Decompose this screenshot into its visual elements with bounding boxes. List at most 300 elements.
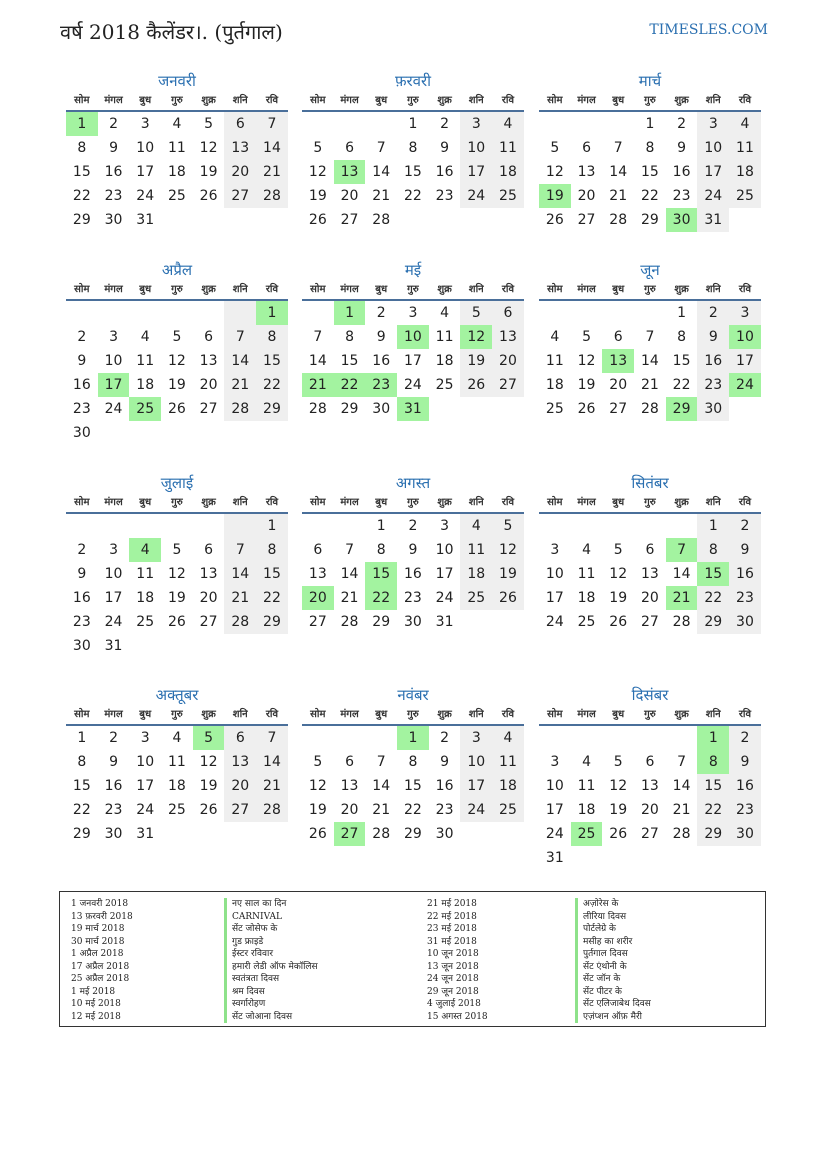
day-cell: 15 <box>340 353 359 369</box>
legend-names-right <box>575 898 765 1023</box>
day-cell: 28 <box>640 401 659 417</box>
day-cell: 23 <box>729 798 761 822</box>
empty-cell <box>634 726 666 750</box>
empty-cell <box>634 301 666 325</box>
day-cell: 18 <box>545 377 564 393</box>
day-cell: 5 <box>613 542 623 558</box>
weekday-label: सोम <box>74 284 90 295</box>
day-cell: 28 <box>372 826 391 842</box>
day-cell: 27 <box>609 401 628 417</box>
weekday-label: बुध <box>139 95 152 106</box>
weekday-label: रवि <box>501 284 515 295</box>
day-cell: 14 <box>224 562 256 586</box>
day-cell: 30 <box>104 212 123 228</box>
day-cell: 16 <box>729 774 761 798</box>
empty-cell <box>193 208 225 232</box>
day-cell: 1 <box>645 116 655 132</box>
month-block <box>66 684 288 846</box>
day-cell: 27 <box>340 212 359 228</box>
weekday-label: सोम <box>310 95 326 106</box>
empty-cell <box>256 822 288 846</box>
empty-cell <box>193 421 225 445</box>
day-cell: 8 <box>77 754 87 770</box>
day-cell: 5 <box>172 542 182 558</box>
weekday-label: सोम <box>74 497 90 508</box>
day-cell: 24 <box>545 614 564 630</box>
weekday-header <box>302 706 524 726</box>
day-cell: 14 <box>672 778 691 794</box>
day-cell: 16 <box>403 566 422 582</box>
day-cell: 7 <box>376 140 386 156</box>
day-cell: 22 <box>640 188 659 204</box>
empty-cell <box>161 421 193 445</box>
day-cell: 27 <box>224 184 256 208</box>
day-cell: 23 <box>104 188 123 204</box>
empty-cell <box>729 846 761 870</box>
day-cell: 15 <box>697 562 729 586</box>
legend-date: 21 मई 2018 <box>427 899 477 909</box>
day-cell: 20 <box>609 377 628 393</box>
day-cell: 21 <box>672 802 691 818</box>
legend-holiday-name: पोर्टलेग्रे के <box>575 923 765 936</box>
day-cell: 10 <box>545 566 564 582</box>
weekday-label: शुक्र <box>437 95 452 106</box>
day-cell: 21 <box>666 586 698 610</box>
day-cell: 29 <box>72 826 91 842</box>
day-grid <box>66 301 288 445</box>
day-cell: 22 <box>697 798 729 822</box>
empty-cell <box>334 726 366 750</box>
month-block <box>539 70 761 232</box>
day-cell: 6 <box>613 329 623 345</box>
day-cell: 26 <box>492 586 524 610</box>
empty-cell <box>98 514 130 538</box>
empty-cell <box>66 301 98 325</box>
day-cell: 19 <box>167 590 186 606</box>
weekday-label: रवि <box>265 709 279 720</box>
day-cell: 18 <box>167 778 186 794</box>
day-cell: 17 <box>403 353 422 369</box>
day-cell: 1 <box>256 514 288 538</box>
empty-cell <box>571 514 603 538</box>
empty-cell <box>98 421 130 445</box>
empty-cell <box>539 726 571 750</box>
day-cell: 25 <box>167 188 186 204</box>
month-block <box>539 684 761 870</box>
day-cell: 24 <box>403 377 422 393</box>
day-cell: 28 <box>672 614 691 630</box>
empty-cell <box>193 822 225 846</box>
empty-cell <box>334 112 366 136</box>
day-cell: 30 <box>72 638 91 654</box>
empty-cell <box>365 726 397 750</box>
day-cell: 5 <box>172 329 182 345</box>
weekday-label: बुध <box>375 95 388 106</box>
day-cell: 25 <box>167 802 186 818</box>
day-cell: 28 <box>224 397 256 421</box>
day-cell: 15 <box>697 774 729 798</box>
day-cell: 31 <box>136 212 155 228</box>
day-cell: 2 <box>376 305 386 321</box>
day-cell: 19 <box>609 802 628 818</box>
weekday-label: शनि <box>232 709 248 720</box>
day-cell: 29 <box>666 397 698 421</box>
empty-cell <box>492 397 524 421</box>
legend-holiday-name: मसीह का शरीर <box>575 936 765 949</box>
day-cell: 27 <box>308 614 327 630</box>
day-cell: 14 <box>256 136 288 160</box>
day-cell: 31 <box>397 397 429 421</box>
day-cell: 15 <box>72 164 91 180</box>
empty-cell <box>539 301 571 325</box>
month-block <box>539 259 761 421</box>
empty-cell <box>460 397 492 421</box>
day-cell: 11 <box>460 538 492 562</box>
day-cell: 15 <box>256 562 288 586</box>
day-cell: 27 <box>577 212 596 228</box>
day-cell: 6 <box>204 542 214 558</box>
day-cell: 12 <box>545 164 564 180</box>
day-cell: 8 <box>376 542 386 558</box>
day-cell: 25 <box>492 184 524 208</box>
weekday-label: रवि <box>738 284 752 295</box>
day-cell: 31 <box>136 826 155 842</box>
day-cell: 27 <box>640 614 659 630</box>
day-cell: 2 <box>697 301 729 325</box>
day-cell: 25 <box>577 614 596 630</box>
day-cell: 17 <box>136 778 155 794</box>
day-cell: 22 <box>334 373 366 397</box>
day-cell: 28 <box>308 401 327 417</box>
empty-cell <box>602 514 634 538</box>
empty-cell <box>256 421 288 445</box>
weekday-label: सोम <box>74 95 90 106</box>
day-cell: 30 <box>104 826 123 842</box>
day-cell: 31 <box>435 614 454 630</box>
day-cell: 16 <box>104 778 123 794</box>
day-cell: 1 <box>697 514 729 538</box>
day-cell: 20 <box>302 586 334 610</box>
legend-holiday-name: ईस्टर रविवार <box>224 948 424 961</box>
day-cell: 27 <box>224 798 256 822</box>
day-cell: 9 <box>677 140 687 156</box>
day-cell: 7 <box>256 112 288 136</box>
day-cell: 31 <box>545 850 564 866</box>
day-cell: 20 <box>640 802 659 818</box>
empty-cell <box>129 421 161 445</box>
day-grid <box>302 514 524 634</box>
day-cell: 18 <box>492 774 524 798</box>
day-cell: 13 <box>340 778 359 794</box>
weekday-label: शनि <box>468 497 484 508</box>
day-cell: 12 <box>609 778 628 794</box>
day-cell: 16 <box>104 164 123 180</box>
month-block <box>302 259 524 421</box>
month-name: जून <box>640 261 660 279</box>
empty-cell <box>602 846 634 870</box>
day-cell: 11 <box>167 754 186 770</box>
day-cell: 10 <box>697 136 729 160</box>
weekday-header <box>302 281 524 301</box>
empty-cell <box>492 208 524 232</box>
empty-cell <box>571 301 603 325</box>
day-cell: 27 <box>199 401 218 417</box>
day-cell: 14 <box>609 164 628 180</box>
day-cell: 10 <box>545 778 564 794</box>
empty-cell <box>602 726 634 750</box>
day-cell: 21 <box>256 774 288 798</box>
weekday-label: मंगल <box>340 284 359 295</box>
day-cell: 21 <box>609 188 628 204</box>
weekday-header <box>539 281 761 301</box>
day-cell: 21 <box>224 586 256 610</box>
weekday-label: शनि <box>705 95 721 106</box>
page-title: वर्ष 2018 कैलेंडर।. (पुर्तगाल) <box>60 20 283 44</box>
day-cell: 6 <box>645 754 655 770</box>
day-cell: 5 <box>550 140 560 156</box>
day-cell: 1 <box>66 112 98 136</box>
empty-cell <box>129 634 161 658</box>
month-name: नवंबर <box>397 686 429 704</box>
legend-holiday-name: अज़ोरेस के <box>575 898 765 911</box>
day-cell: 1 <box>334 301 366 325</box>
weekday-label: शनि <box>468 95 484 106</box>
weekday-label: मंगल <box>104 497 123 508</box>
weekday-label: सोम <box>310 497 326 508</box>
day-cell: 1 <box>376 518 386 534</box>
day-cell: 1 <box>408 116 418 132</box>
day-cell: 23 <box>672 188 691 204</box>
legend-dates-left <box>71 898 221 1023</box>
day-cell: 4 <box>129 538 161 562</box>
day-cell: 26 <box>199 802 218 818</box>
day-cell: 16 <box>72 590 91 606</box>
empty-cell <box>302 726 334 750</box>
day-cell: 12 <box>308 164 327 180</box>
month-block <box>66 472 288 658</box>
day-cell: 4 <box>582 754 591 770</box>
weekday-label: बुध <box>375 709 388 720</box>
day-cell: 11 <box>136 566 155 582</box>
day-cell: 30 <box>729 610 761 634</box>
empty-cell <box>129 301 161 325</box>
day-cell: 23 <box>104 802 123 818</box>
weekday-label: गुरु <box>644 284 656 295</box>
day-cell: 13 <box>224 136 256 160</box>
legend-holiday-name: सेंट एंथोनी के <box>575 961 765 974</box>
weekday-label: मंगल <box>577 497 596 508</box>
empty-cell <box>365 112 397 136</box>
day-cell: 16 <box>729 562 761 586</box>
day-cell: 18 <box>492 160 524 184</box>
empty-cell <box>224 514 256 538</box>
day-cell: 26 <box>167 401 186 417</box>
day-cell: 12 <box>492 538 524 562</box>
day-cell: 20 <box>199 590 218 606</box>
day-cell: 29 <box>256 397 288 421</box>
day-cell: 9 <box>77 566 87 582</box>
day-cell: 27 <box>334 822 366 846</box>
day-cell: 26 <box>199 188 218 204</box>
day-cell: 17 <box>460 774 492 798</box>
day-cell: 4 <box>172 730 182 746</box>
day-cell: 11 <box>577 566 596 582</box>
day-cell: 24 <box>136 802 155 818</box>
day-cell: 25 <box>136 614 155 630</box>
weekday-label: मंगल <box>577 95 596 106</box>
day-cell: 20 <box>224 774 256 798</box>
day-cell: 11 <box>545 353 564 369</box>
day-cell: 24 <box>697 184 729 208</box>
day-cell: 7 <box>677 754 687 770</box>
day-cell: 24 <box>545 826 564 842</box>
weekday-label: शुक्र <box>674 284 689 295</box>
day-cell: 3 <box>550 754 560 770</box>
day-cell: 25 <box>435 377 454 393</box>
day-grid <box>66 112 288 232</box>
day-cell: 20 <box>640 590 659 606</box>
empty-cell <box>193 514 225 538</box>
day-cell: 13 <box>224 750 256 774</box>
day-cell: 11 <box>492 750 524 774</box>
day-cell: 19 <box>199 164 218 180</box>
empty-cell <box>256 208 288 232</box>
day-cell: 3 <box>550 542 560 558</box>
empty-cell <box>224 208 256 232</box>
weekday-label: रवि <box>501 95 515 106</box>
day-cell: 30 <box>72 425 91 441</box>
legend-holiday-name: गुड फ्राइडे <box>224 936 424 949</box>
day-cell: 16 <box>372 353 391 369</box>
weekday-label: शुक्र <box>674 497 689 508</box>
day-cell: 18 <box>577 802 596 818</box>
day-cell: 21 <box>372 188 391 204</box>
day-cell: 26 <box>167 614 186 630</box>
month-name: सितंबर <box>631 474 669 492</box>
day-cell: 15 <box>403 164 422 180</box>
day-cell: 12 <box>167 566 186 582</box>
month-name: अप्रैल <box>161 261 193 279</box>
day-cell: 17 <box>729 349 761 373</box>
day-cell: 9 <box>408 542 418 558</box>
legend-dates-right <box>427 898 577 1023</box>
day-cell: 29 <box>640 212 659 228</box>
day-cell: 13 <box>199 566 218 582</box>
weekday-label: सोम <box>547 95 563 106</box>
weekday-header <box>302 92 524 112</box>
site-link[interactable]: TIMESLES.COM <box>649 22 768 38</box>
month-block <box>302 70 524 232</box>
day-cell: 7 <box>345 542 354 558</box>
day-cell: 9 <box>729 538 761 562</box>
weekday-label: रवि <box>738 497 752 508</box>
month-name: दिसंबर <box>631 686 669 704</box>
weekday-label: गुरु <box>407 497 419 508</box>
weekday-header <box>66 494 288 514</box>
empty-cell <box>302 301 334 325</box>
day-cell: 5 <box>613 754 623 770</box>
day-cell: 4 <box>140 329 150 345</box>
day-cell: 26 <box>545 212 564 228</box>
weekday-header <box>539 494 761 514</box>
day-cell: 24 <box>460 798 492 822</box>
legend-date: 17 अप्रैल 2018 <box>71 961 130 972</box>
day-cell: 25 <box>729 184 761 208</box>
day-cell: 13 <box>199 353 218 369</box>
day-cell: 9 <box>440 754 450 770</box>
legend-date: 13 जून 2018 <box>427 961 479 972</box>
legend-date: 24 जून 2018 <box>427 974 479 984</box>
day-cell: 22 <box>72 188 91 204</box>
legend-date: 19 मार्च 2018 <box>71 924 125 934</box>
day-cell: 20 <box>340 802 359 818</box>
day-cell: 30 <box>729 822 761 846</box>
day-cell: 29 <box>72 212 91 228</box>
empty-cell <box>256 634 288 658</box>
holiday-legend <box>59 891 766 1027</box>
day-cell: 3 <box>109 542 118 558</box>
day-cell: 22 <box>256 586 288 610</box>
day-cell: 17 <box>435 566 454 582</box>
weekday-label: शनि <box>705 284 721 295</box>
day-cell: 2 <box>408 518 418 534</box>
day-cell: 14 <box>640 353 659 369</box>
weekday-label: गुरु <box>407 95 419 106</box>
empty-cell <box>666 726 698 750</box>
empty-cell <box>539 112 571 136</box>
day-cell: 14 <box>308 353 327 369</box>
day-cell: 8 <box>697 750 729 774</box>
month-block <box>66 70 288 232</box>
day-cell: 5 <box>313 754 323 770</box>
day-cell: 28 <box>372 212 391 228</box>
weekday-label: शुक्र <box>201 497 216 508</box>
day-cell: 2 <box>77 542 87 558</box>
day-cell: 14 <box>672 566 691 582</box>
day-cell: 19 <box>492 562 524 586</box>
empty-cell <box>666 514 698 538</box>
day-cell: 14 <box>340 566 359 582</box>
empty-cell <box>397 208 429 232</box>
legend-holiday-name: श्रम दिवस <box>224 986 424 999</box>
day-cell: 21 <box>640 377 659 393</box>
day-cell: 29 <box>256 610 288 634</box>
weekday-label: बुध <box>612 284 625 295</box>
day-cell: 10 <box>460 750 492 774</box>
legend-holiday-name: स्वर्गारोहण <box>224 998 424 1011</box>
day-cell: 23 <box>435 802 454 818</box>
day-cell: 12 <box>609 566 628 582</box>
day-cell: 31 <box>697 208 729 232</box>
day-cell: 15 <box>672 353 691 369</box>
day-cell: 9 <box>109 754 118 770</box>
day-cell: 15 <box>72 778 91 794</box>
empty-cell <box>429 208 461 232</box>
weekday-label: शनि <box>705 497 721 508</box>
empty-cell <box>571 112 603 136</box>
day-cell: 11 <box>435 329 454 345</box>
weekday-label: बुध <box>375 284 388 295</box>
empty-cell <box>193 634 225 658</box>
weekday-label: शनि <box>232 95 248 106</box>
day-cell: 22 <box>697 586 729 610</box>
empty-cell <box>634 846 666 870</box>
day-cell: 3 <box>109 329 118 345</box>
legend-date: 30 मार्च 2018 <box>71 936 125 947</box>
day-cell: 20 <box>577 188 596 204</box>
day-cell: 20 <box>492 349 524 373</box>
day-cell: 11 <box>136 353 155 369</box>
